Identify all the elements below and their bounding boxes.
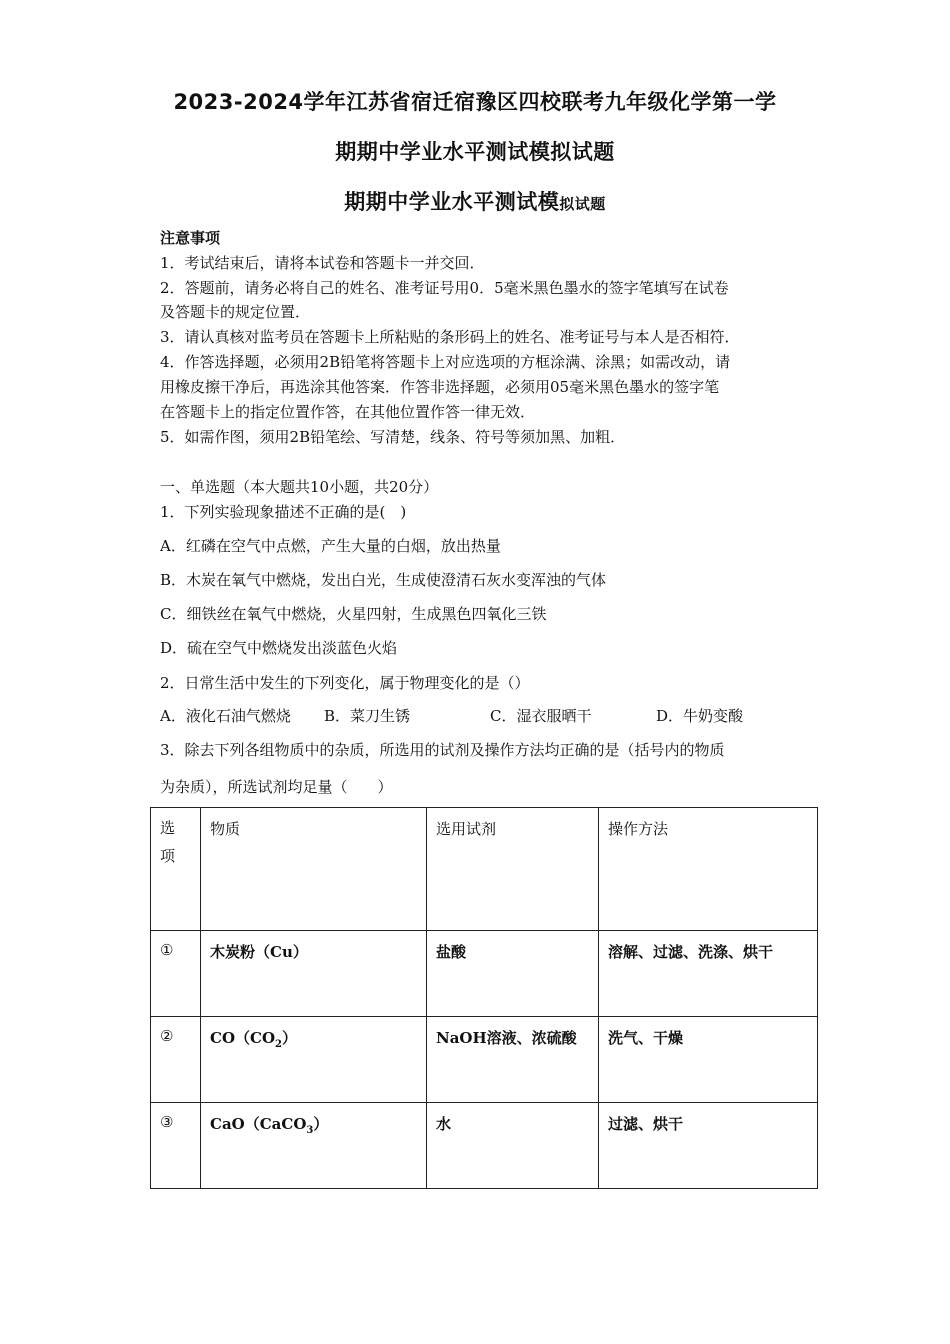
q1-stem: 1．下列实验现象描述不正确的是( ) — [160, 503, 407, 521]
substance-subscript: 2 — [275, 1039, 282, 1050]
substance-close: ） — [281, 1029, 297, 1047]
q1-option-a: A．红磷在空气中点燃，产生大量的白烟，放出热量 — [160, 537, 501, 555]
row-method: 溶解、过滤、洗涤、烘干 — [599, 931, 818, 1017]
q1-option-b: B．木炭在氧气中燃烧，发出白光，生成使澄清石灰水变浑浊的气体 — [160, 571, 607, 589]
title-line-2: 期期中学业水平测试模拟试题 — [335, 140, 615, 164]
row-reagent: 水 — [427, 1103, 599, 1189]
notice-line: 及答题卡的规定位置． — [160, 303, 311, 321]
q2-option-d: D．牛奶变酸 — [656, 707, 744, 725]
notice-line: 在答题卡上的指定位置作答，在其他位置作答一律无效． — [160, 403, 536, 421]
q3-stem-line-2: 为杂质），所选试剂均足量（ ） — [160, 778, 393, 796]
notice-line: 用橡皮擦干净后，再选涂其他答案．作答非选择题，必须用05毫米黑色墨水的签字笔 — [160, 378, 720, 396]
header-substance: 物质 — [201, 808, 427, 931]
notice-line: 3．请认真核对监考员在答题卡上所粘贴的条形码上的姓名、准考证号与本人是否相符． — [160, 328, 740, 346]
header-option-char-2: 项 — [160, 847, 176, 865]
table-row — [151, 1103, 818, 1189]
table-header-row — [151, 808, 818, 931]
row-reagent: 盐酸 — [427, 931, 599, 1017]
row-method: 洗气、干燥 — [599, 1017, 818, 1103]
title-line-3-small: 拟试题 — [559, 195, 606, 213]
row-number: ③ — [151, 1103, 201, 1189]
q3-table — [150, 807, 818, 1189]
title-line-3 — [0, 186, 950, 216]
row-substance: 木炭粉（Cu） — [201, 931, 427, 1017]
substance-main: CO（CO — [210, 1029, 276, 1047]
q2-option-c: C．湿衣服晒干 — [490, 707, 592, 725]
q2-option-a: A．液化石油气燃烧 — [160, 707, 291, 725]
q1-option-d: D．硫在空气中燃烧发出淡蓝色火焰 — [160, 639, 398, 657]
notice-line: 2．答题前，请务必将自己的姓名、准考证号用0．5毫米黑色墨水的签字笔填写在试卷 — [160, 279, 729, 297]
table-row — [151, 931, 818, 1017]
substance-close: ） — [313, 1115, 329, 1133]
notice-heading: 注意事项 — [160, 229, 221, 247]
row-substance — [201, 1017, 427, 1103]
header-option-char-1: 选 — [160, 819, 176, 837]
notice-line: 4．作答选择题，必须用2B铅笔将答题卡上对应选项的方框涂满、涂黑；如需改动，请 — [160, 353, 731, 371]
table-row — [151, 1017, 818, 1103]
q3-stem-line-1: 3．除去下列各组物质中的杂质，所选用的试剂及操作方法均正确的是（括号内的物质 — [160, 741, 725, 759]
section-heading: 一、单选题（本大题共10小题，共20分） — [160, 478, 439, 496]
row-reagent: NaOH溶液、浓硫酸 — [427, 1017, 599, 1103]
row-substance — [201, 1103, 427, 1189]
notice-line: 5．如需作图，须用2B铅笔绘、写清楚，线条、符号等须加黑、加粗． — [160, 428, 626, 446]
header-reagent: 选用试剂 — [427, 808, 599, 931]
row-number: ② — [151, 1017, 201, 1103]
title-line-1: 2023-2024学年江苏省宿迁宿豫区四校联考九年级化学第一学 — [173, 90, 777, 114]
q2-option-b: B．菜刀生锈 — [324, 707, 411, 725]
header-method: 操作方法 — [599, 808, 818, 931]
title-line-3-main: 期期中学业水平测试模 — [344, 190, 560, 214]
q1-option-c: C．细铁丝在氧气中燃烧，火星四射，生成黑色四氧化三铁 — [160, 605, 547, 623]
header-option — [151, 808, 201, 931]
row-method: 过滤、烘干 — [599, 1103, 818, 1189]
substance-main: CaO（CaCO — [210, 1115, 307, 1133]
q2-stem: 2．日常生活中发生的下列变化，属于物理变化的是（） — [160, 674, 530, 692]
notice-line: 1．考试结束后，请将本试卷和答题卡一并交回． — [160, 254, 485, 272]
substance-subscript: 3 — [306, 1125, 314, 1136]
row-number: ① — [151, 931, 201, 1017]
